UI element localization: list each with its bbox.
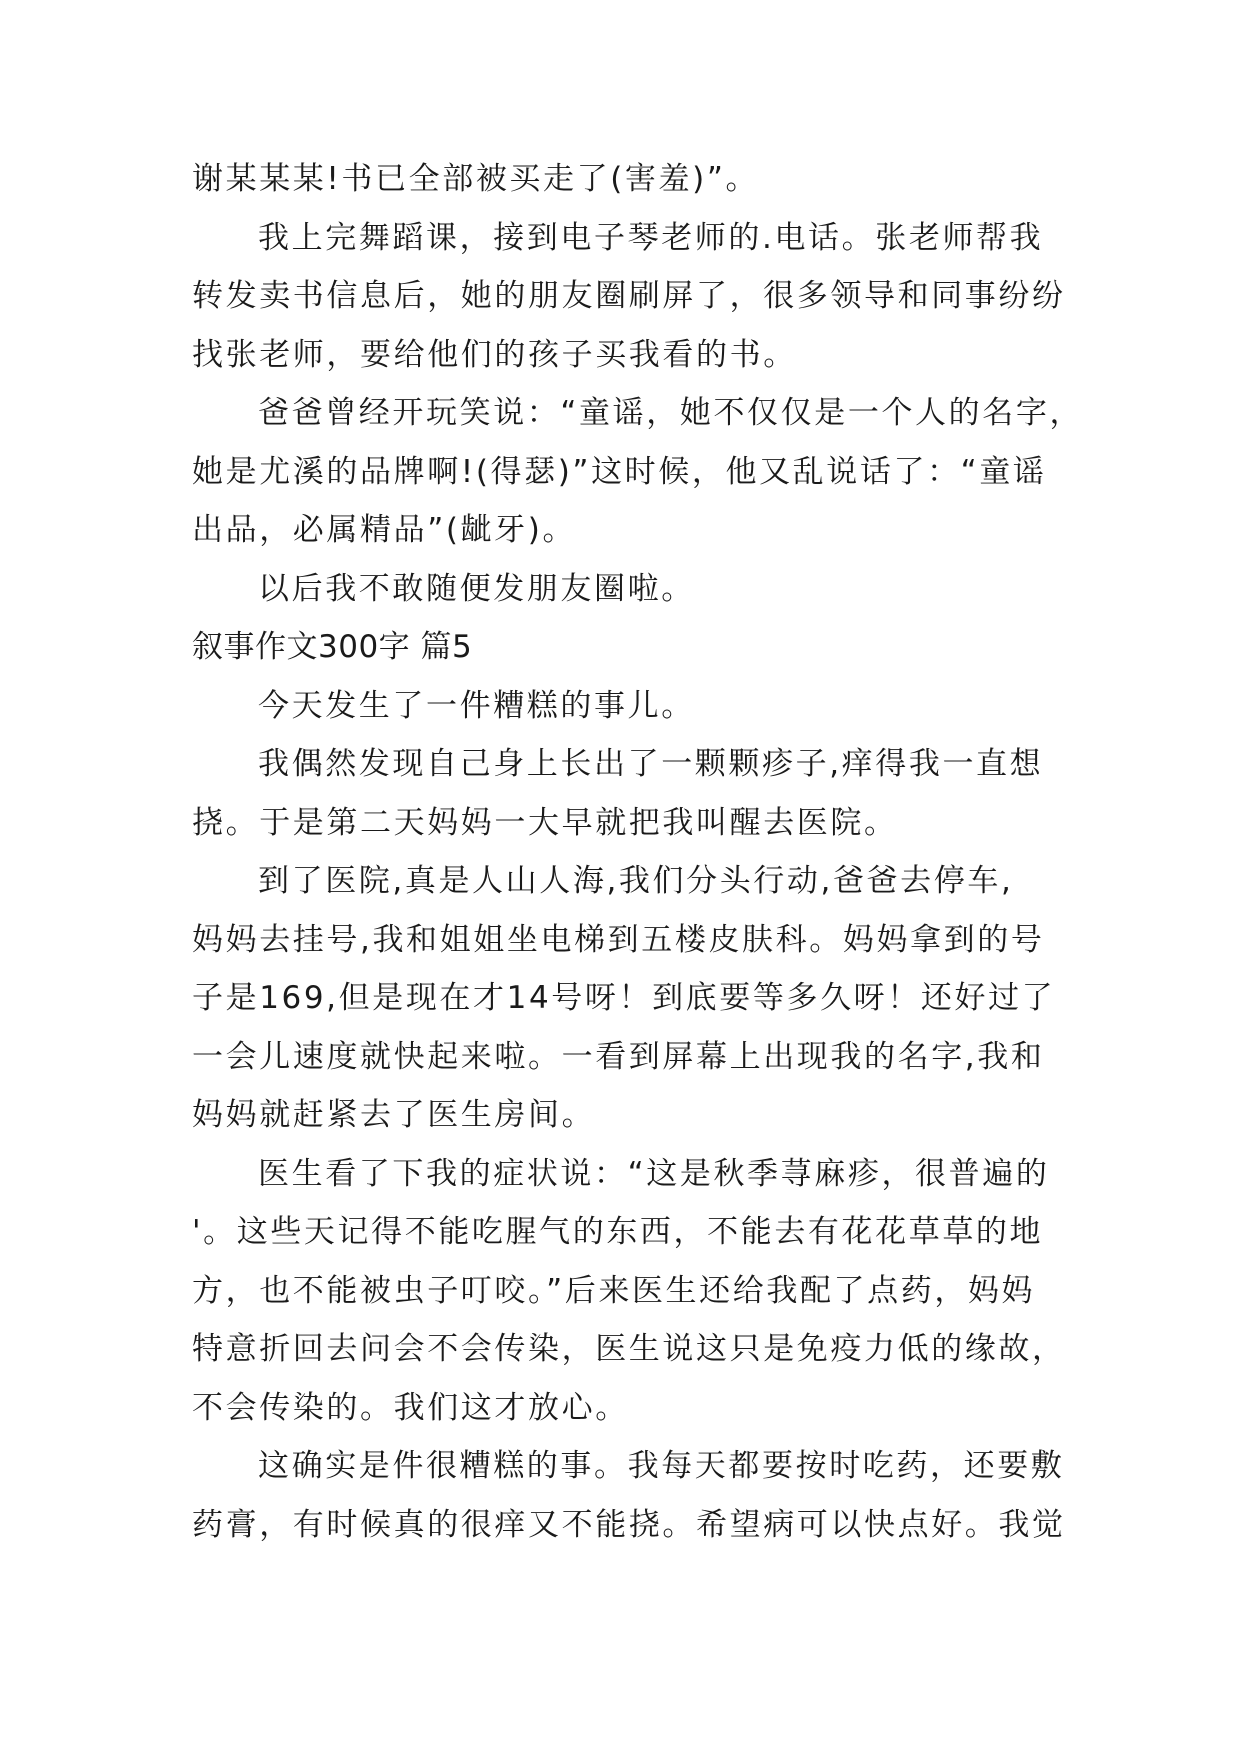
text-line: 今天发生了一件糟糕的事儿。 xyxy=(258,687,695,724)
text-line: 特意折回去问会不会传染，医生说这只是免疫力低的缘故， xyxy=(192,1331,1066,1367)
text-line: 妈妈去挂号,我和姐姐坐电梯到五楼皮肤科。妈妈拿到的号 xyxy=(192,921,1045,958)
text-line: 挠。于是第二天妈妈一大早就把我叫醒去医院。 xyxy=(192,804,898,841)
text-line: 医生看了下我的症状说：“这是秋季荨麻疹，很普遍的 xyxy=(258,1155,1050,1192)
text-line: 妈妈就赶紧去了医生房间。 xyxy=(192,1097,596,1133)
section-heading: 叙事作文300字 篇5 xyxy=(192,629,473,665)
text-line: 转发卖书信息后，她的朋友圈刷屏了，很多领导和同事纷纷 xyxy=(192,278,1066,314)
text-line: 我上完舞蹈课，接到电子琴老师的.电话。张老师帮我 xyxy=(258,219,1044,256)
text-line: 子是169,但是现在才14号呀！到底要等多久呀！还好过了 xyxy=(192,980,1056,1016)
text-line: 方，也不能被虫子叮咬。”后来医生还给我配了点药，妈妈 xyxy=(192,1272,1036,1309)
text-line: 我偶然发现自己身上长出了一颗颗疹子,痒得我一直想 xyxy=(258,746,1044,782)
text-line: 一会儿速度就快起来啦。一看到屏幕上出现我的名字,我和 xyxy=(192,1038,1045,1075)
text-line: 谢某某某!书已全部被买走了(害羞)”。 xyxy=(192,161,760,197)
text-line: 出品，必属精品”(龇牙)。 xyxy=(192,512,577,548)
text-line: 以后我不敢随便发朋友圈啦。 xyxy=(258,570,695,607)
text-line: 这确实是件很糟糕的事。我每天都要按时吃药，还要敷 xyxy=(258,1448,1065,1484)
text-line: 不会传染的。我们这才放心。 xyxy=(192,1389,629,1426)
text-line: '。这些天记得不能吃腥气的东西，不能去有花花草草的地 xyxy=(192,1214,1044,1250)
text-line: 到了医院,真是人山人海,我们分头行动,爸爸去停车, xyxy=(258,863,1014,899)
text-line: 她是尤溪的品牌啊!(得瑟)”这时候，他又乱说话了：“童谣 xyxy=(192,453,1047,490)
text-line: 药膏，有时候真的很痒又不能挠。希望病可以快点好。我觉 xyxy=(192,1506,1066,1543)
text-line: 爸爸曾经开玩笑说：“童谣，她不仅仅是一个人的名字， xyxy=(258,395,1084,431)
document-body xyxy=(192,150,1084,1554)
text-line: 找张老师，要给他们的孩子买我看的书。 xyxy=(192,336,797,373)
